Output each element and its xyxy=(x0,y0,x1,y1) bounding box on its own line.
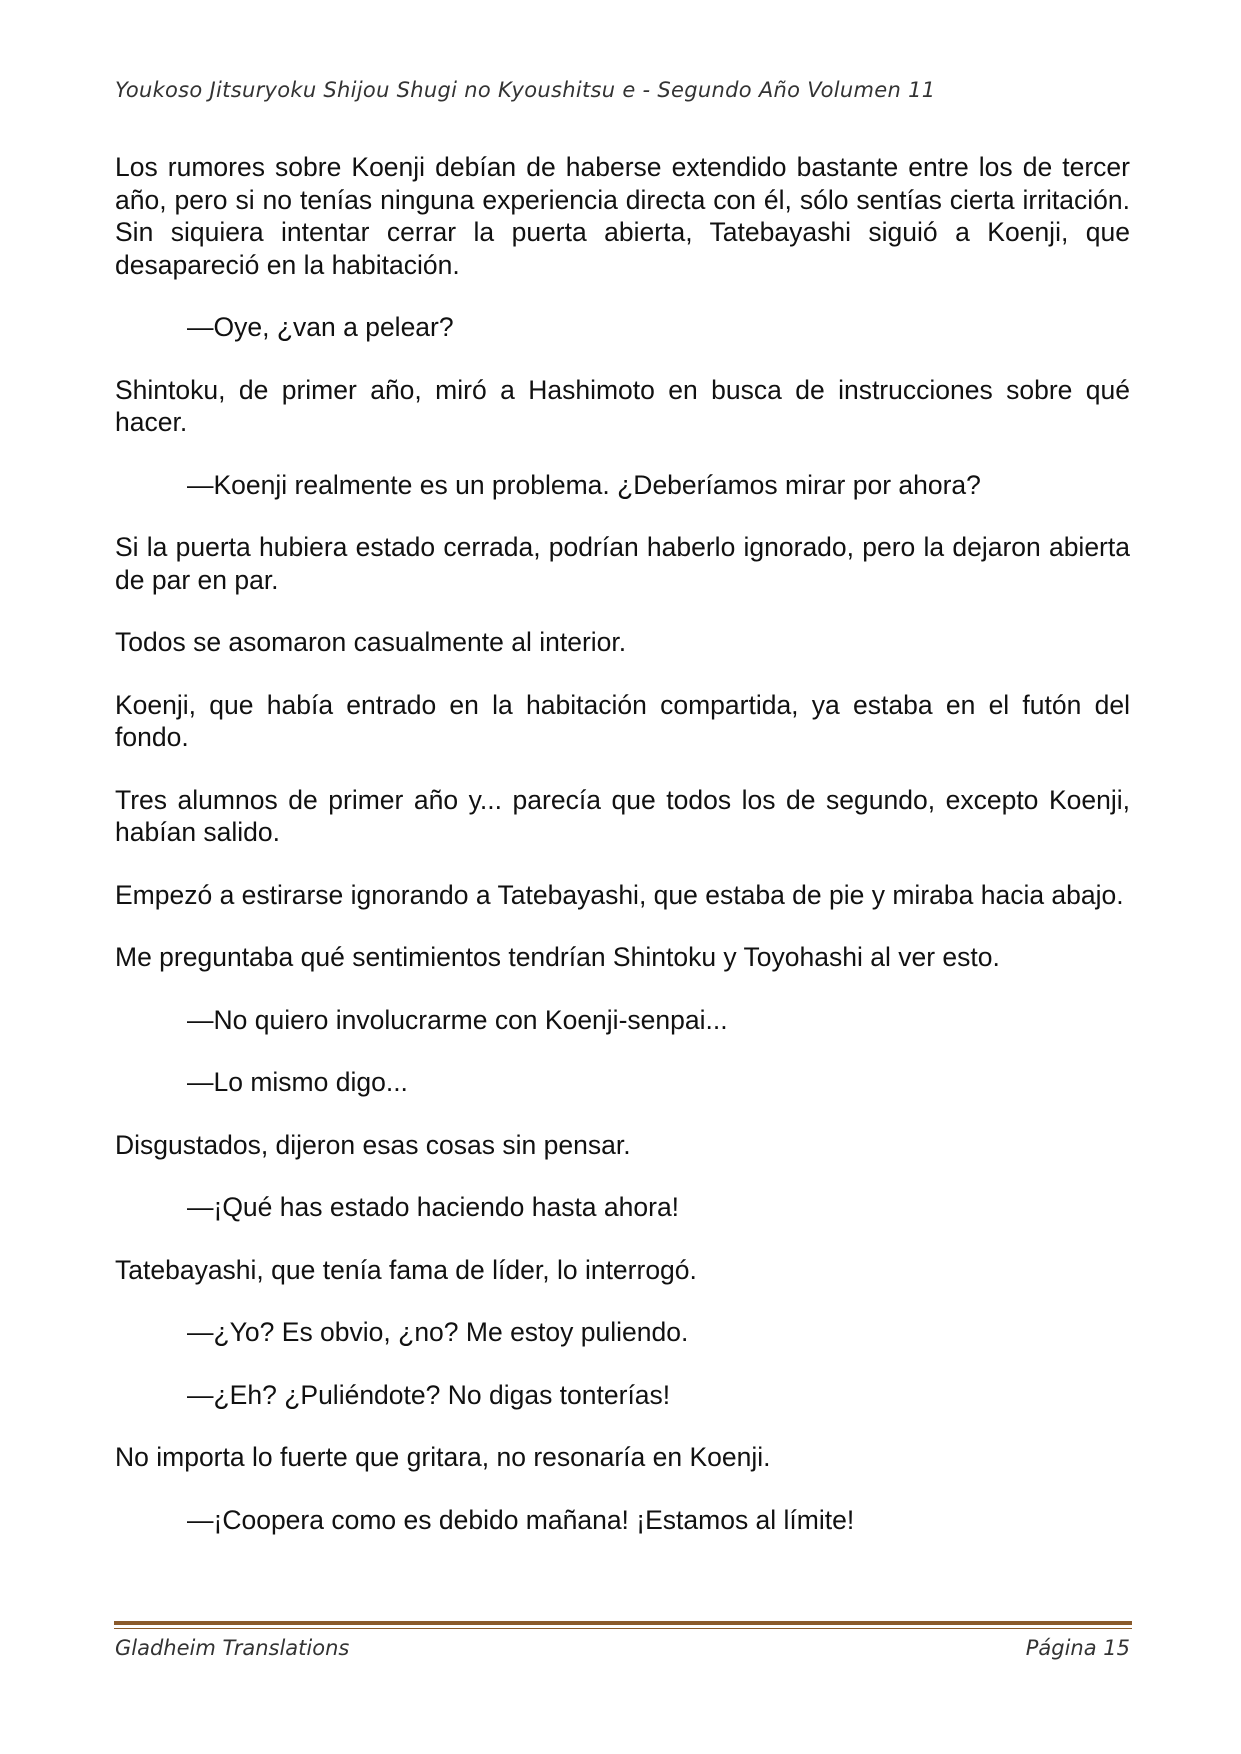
dialogue-line-5: —¡Qué has estado haciendo hasta ahora! xyxy=(187,1192,680,1222)
dialogue-line-1: —Oye, ¿van a pelear? xyxy=(187,312,454,342)
paragraph-2: Shintoku, de primer año, miró a Hashimoto en busca de instrucciones sobre qué hacer. xyxy=(115,374,1130,437)
dialogue-line-6: —¿Yo? Es obvio, ¿no? Me estoy puliendo. xyxy=(187,1317,689,1347)
footer-divider xyxy=(114,1621,1132,1629)
dialogue-line-2: —Koenji realmente es un problema. ¿Deberíamos mirar por ahora? xyxy=(187,469,981,500)
dialogue-line-3: —No quiero involucrarme con Koenji-senpai... xyxy=(187,1004,728,1035)
paragraph-10: Tatebayashi, que tenía fama de líder, lo interrogó. xyxy=(115,1254,697,1285)
paragraph-5: Koenji, que había entrado en la habitación compartida, ya estaba en el futón del fondo. xyxy=(115,689,1130,752)
dialogue-line-7: —¿Eh? ¿Puliéndote? No digas tonterías! xyxy=(187,1379,671,1410)
paragraph-7: Empezó a estirarse ignorando a Tatebayashi, que estaba de pie y miraba hacia abajo. xyxy=(115,879,1124,910)
dialogue-line-4: —Lo mismo digo... xyxy=(187,1067,408,1097)
paragraph-3: Si la puerta hubiera estado cerrada, podrían haberlo ignorado, pero la dejaron abierta de par en par. xyxy=(115,532,1130,595)
paragraph-1: Los rumores sobre Koenji debían de haberse extendido bastante entre los de tercer año, pero si no tenías ninguna experiencia directa con él, sólo sentías cierta irritación. Sin siquiera intentar cerrar la puerta abierta, Tatebayashi siguió a Koenji, que desapareció en la habitación. xyxy=(115,152,1130,280)
paragraph-8: Me preguntaba qué sentimientos tendrían Shintoku y Toyohashi al ver esto. xyxy=(115,942,1000,972)
dialogue-line-8: —¡Coopera como es debido mañana! ¡Estamos al límite! xyxy=(187,1504,855,1535)
footer-translator: Gladheim Translations xyxy=(115,1636,350,1660)
paragraph-11: No importa lo fuerte que gritara, no resonaría en Koenji. xyxy=(115,1442,771,1472)
paragraph-6: Tres alumnos de primer año y... parecía que todos los de segundo, excepto Koenji, habían salido. xyxy=(115,784,1130,847)
body-text xyxy=(115,151,1130,1566)
paragraph-4: Todos se asomaron casualmente al interior. xyxy=(115,627,627,657)
paragraph-9: Disgustados, dijeron esas cosas sin pensar. xyxy=(115,1129,631,1160)
running-header: Youkoso Jitsuryoku Shijou Shugi no Kyoushitsu e - Segundo Año Volumen 11 xyxy=(115,78,936,102)
footer-page-number: Página 15 xyxy=(1025,1636,1130,1660)
